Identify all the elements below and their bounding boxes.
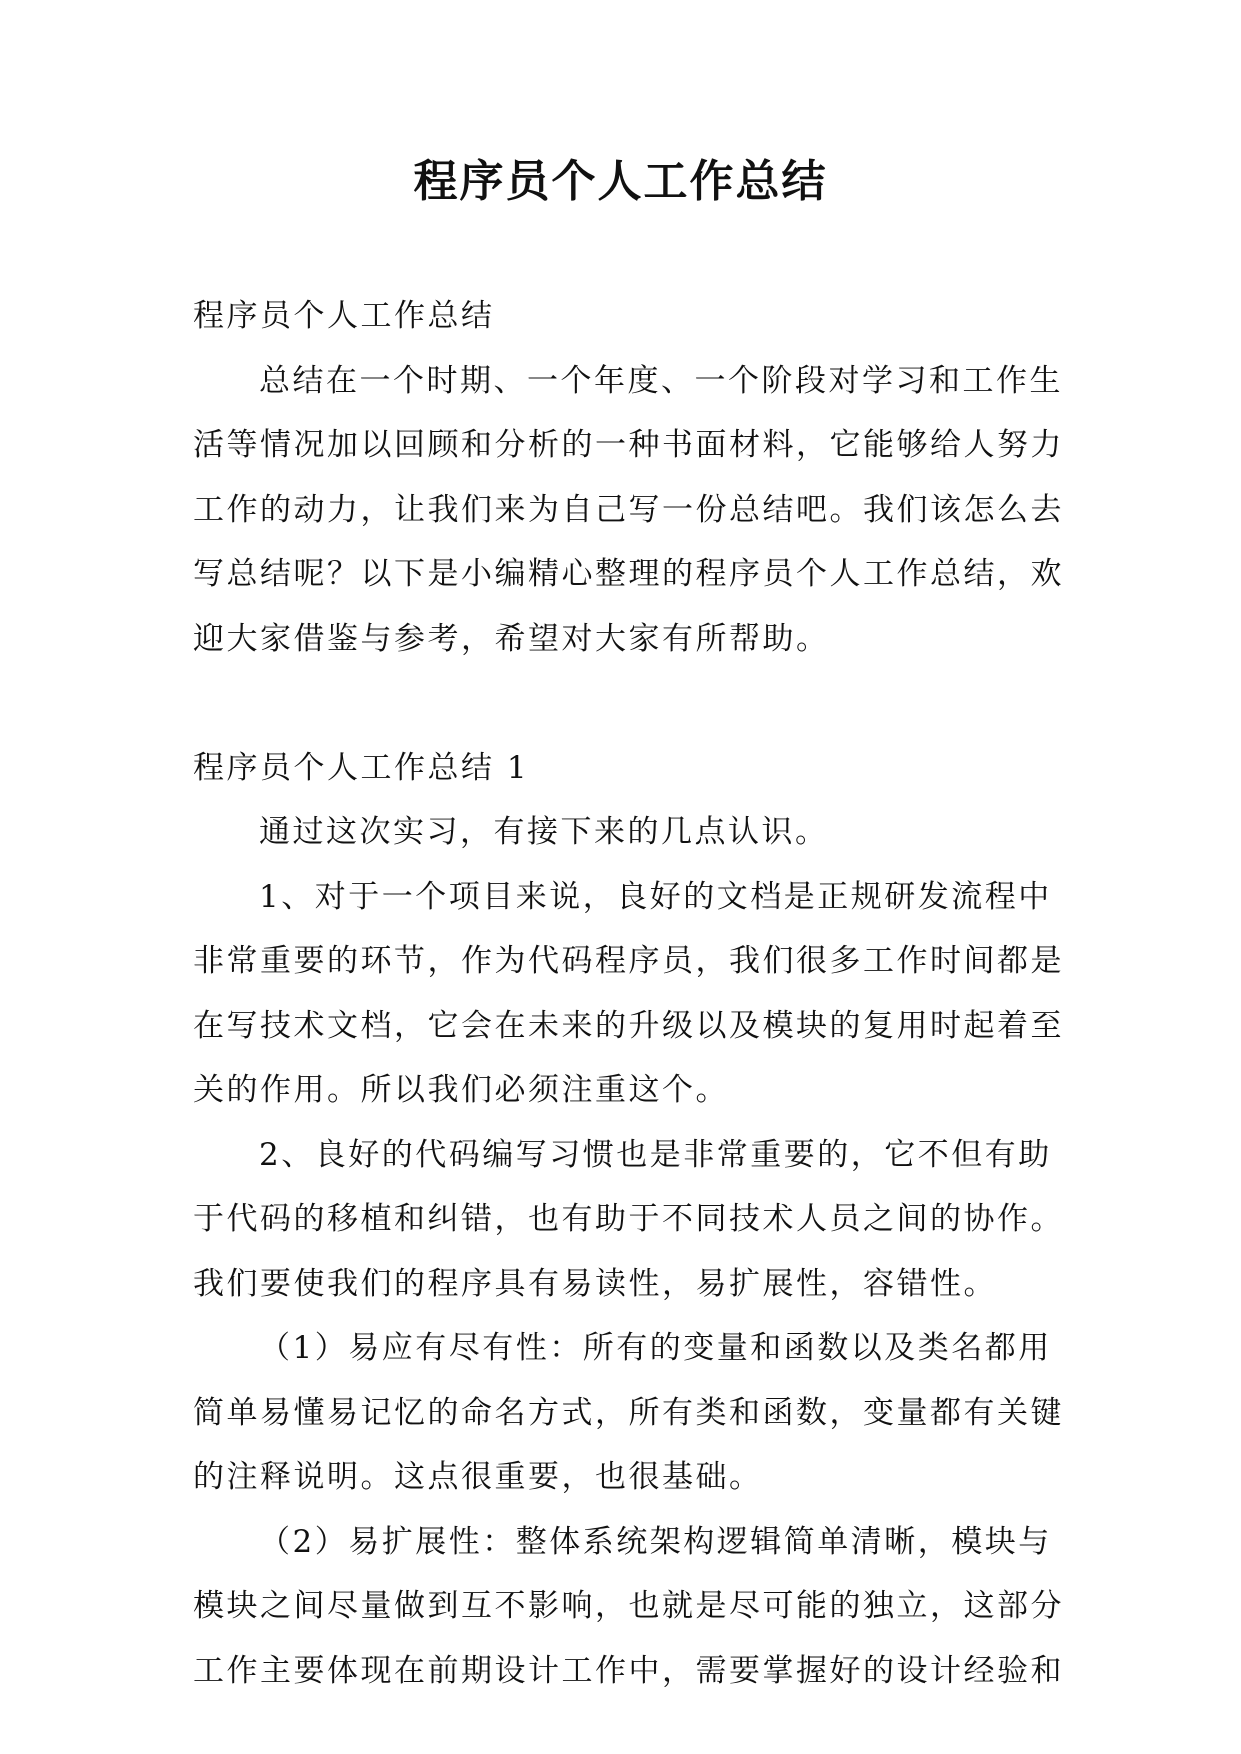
- text-line: 总结在一个时期、一个年度、一个阶段对学习和工作生: [259, 362, 1063, 399]
- text-line: 工作主要体现在前期设计工作中，需要掌握好的设计经验和: [193, 1652, 1064, 1689]
- text-line: 程序员个人工作总结 1: [193, 749, 530, 786]
- blank-line: [193, 671, 1053, 736]
- text-line: （1）易应有尽有性：所有的变量和函数以及类名都用: [259, 1330, 1052, 1366]
- text-line: 模块之间尽量做到互不影响，也就是尽可能的独立，这部分: [193, 1588, 1064, 1624]
- text-line: 1、对于一个项目来说，良好的文档是正规研发流程中: [259, 878, 1052, 915]
- text-line: 的注释说明。这点很重要，也很基础。: [193, 1459, 763, 1495]
- text-line: （2）易扩展性：整体系统架构逻辑简单清晰，模块与: [259, 1523, 1052, 1560]
- text-line: 关的作用。所以我们必须注重这个。: [193, 1072, 729, 1108]
- text-line: 2、良好的代码编写习惯也是非常重要的，它不但有助: [259, 1136, 1052, 1173]
- text-line: 于代码的移植和纠错，也有助于不同技术人员之间的协作。: [193, 1201, 1064, 1237]
- text-line: 在写技术文档，它会在未来的升级以及模块的复用时起着至: [193, 1007, 1064, 1044]
- text-line: 写总结呢？以下是小编精心整理的程序员个人工作总结，欢: [193, 556, 1064, 592]
- text-line: 简单易懂易记忆的命名方式，所有类和函数，变量都有关键: [193, 1394, 1064, 1431]
- document-title: 程序员个人工作总结: [413, 156, 828, 207]
- text-line: 我们要使我们的程序具有易读性，易扩展性，容错性。: [193, 1265, 997, 1302]
- text-line: 活等情况加以回顾和分析的一种书面材料，它能够给人努力: [193, 427, 1064, 463]
- text-line: 迎大家借鉴与参考，希望对大家有所帮助。: [193, 620, 830, 657]
- text-line: 程序员个人工作总结: [193, 298, 495, 334]
- text-line: 工作的动力，让我们来为自己写一份总结吧。我们该怎么去: [193, 491, 1064, 528]
- text-line: 通过这次实习，有接下来的几点认识。: [259, 814, 829, 850]
- document-body: [193, 284, 1064, 1703]
- text-line: 非常重要的环节，作为代码程序员，我们很多工作时间都是: [193, 943, 1064, 979]
